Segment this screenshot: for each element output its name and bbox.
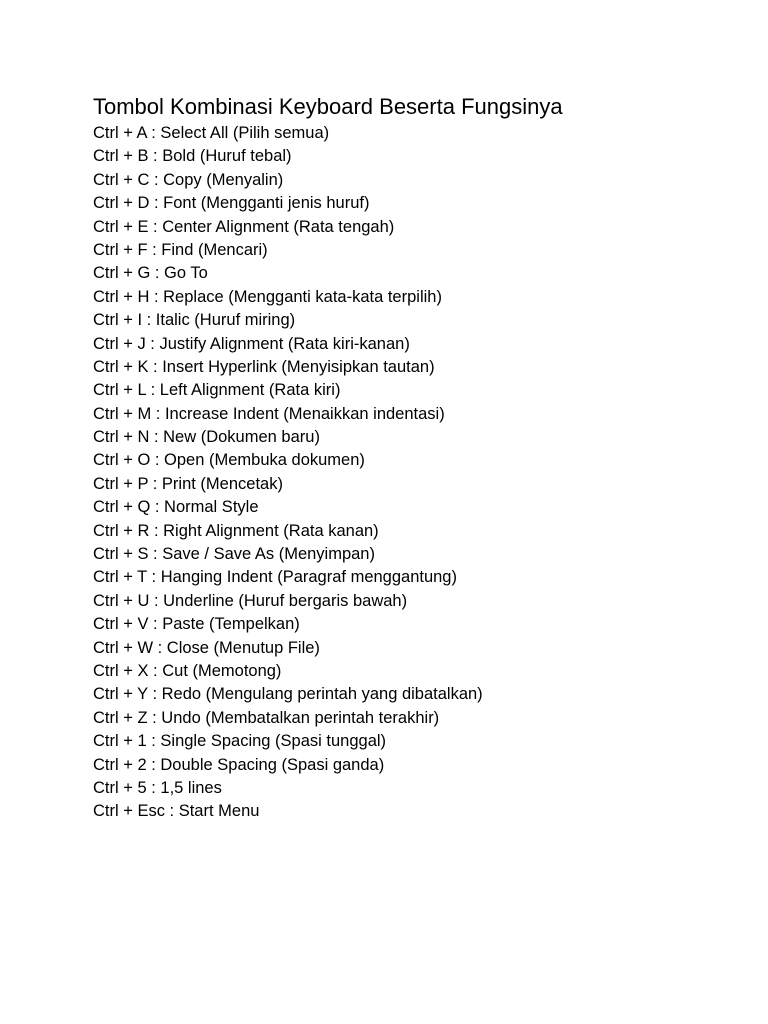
shortcut-line: Ctrl + 1 : Single Spacing (Spasi tunggal) xyxy=(93,732,387,751)
shortcut-line: Ctrl + S : Save / Save As (Menyimpan) xyxy=(93,545,375,564)
shortcut-line: Ctrl + V : Paste (Tempelkan) xyxy=(93,615,300,634)
shortcut-line: Ctrl + P : Print (Mencetak) xyxy=(93,474,283,493)
shortcut-line: Ctrl + H : Replace (Mengganti kata-kata terpilih) xyxy=(93,287,442,306)
shortcut-line: Ctrl + G : Go To xyxy=(93,264,208,283)
shortcut-line: Ctrl + C : Copy (Menyalin) xyxy=(93,170,284,189)
shortcut-line: Ctrl + Y : Redo (Mengulang perintah yang dibatalkan) xyxy=(93,685,483,704)
shortcut-line: Ctrl + T : Hanging Indent (Paragraf menggantung) xyxy=(93,568,457,587)
shortcut-line: Ctrl + Esc : Start Menu xyxy=(93,802,260,821)
shortcut-line: Ctrl + F : Find (Mencari) xyxy=(93,240,268,259)
shortcut-line: Ctrl + B : Bold (Huruf tebal) xyxy=(93,147,292,166)
shortcut-line: Ctrl + 5 : 1,5 lines xyxy=(93,778,222,797)
shortcut-line: Ctrl + M : Increase Indent (Menaikkan indentasi) xyxy=(93,404,445,423)
shortcut-line: Ctrl + U : Underline (Huruf bergaris bawah) xyxy=(93,591,408,610)
shortcut-list xyxy=(93,122,483,824)
shortcut-line: Ctrl + I : Italic (Huruf miring) xyxy=(93,311,296,330)
shortcut-line: Ctrl + W : Close (Menutup File) xyxy=(93,638,320,657)
shortcut-line: Ctrl + E : Center Alignment (Rata tengah) xyxy=(93,217,395,236)
shortcut-line: Ctrl + J : Justify Alignment (Rata kiri-kanan) xyxy=(93,334,410,353)
shortcut-line: Ctrl + N : New (Dokumen baru) xyxy=(93,428,320,447)
shortcut-line: Ctrl + K : Insert Hyperlink (Menyisipkan tautan) xyxy=(93,357,435,376)
shortcut-line: Ctrl + Q : Normal Style xyxy=(93,498,259,517)
shortcut-line: Ctrl + A : Select All (Pilih semua) xyxy=(93,124,330,142)
shortcut-line: Ctrl + X : Cut (Memotong) xyxy=(93,661,282,680)
shortcut-line: Ctrl + 2 : Double Spacing (Spasi ganda) xyxy=(93,755,385,774)
shortcut-line: Ctrl + R : Right Alignment (Rata kanan) xyxy=(93,521,379,540)
shortcut-line: Ctrl + L : Left Alignment (Rata kiri) xyxy=(93,381,341,400)
shortcut-line: Ctrl + O : Open (Membuka dokumen) xyxy=(93,451,365,470)
page-title: Tombol Kombinasi Keyboard Beserta Fungsinya xyxy=(93,94,563,119)
shortcut-line: Ctrl + Z : Undo (Membatalkan perintah terakhir) xyxy=(93,708,440,727)
shortcut-line: Ctrl + D : Font (Mengganti jenis huruf) xyxy=(93,194,370,213)
